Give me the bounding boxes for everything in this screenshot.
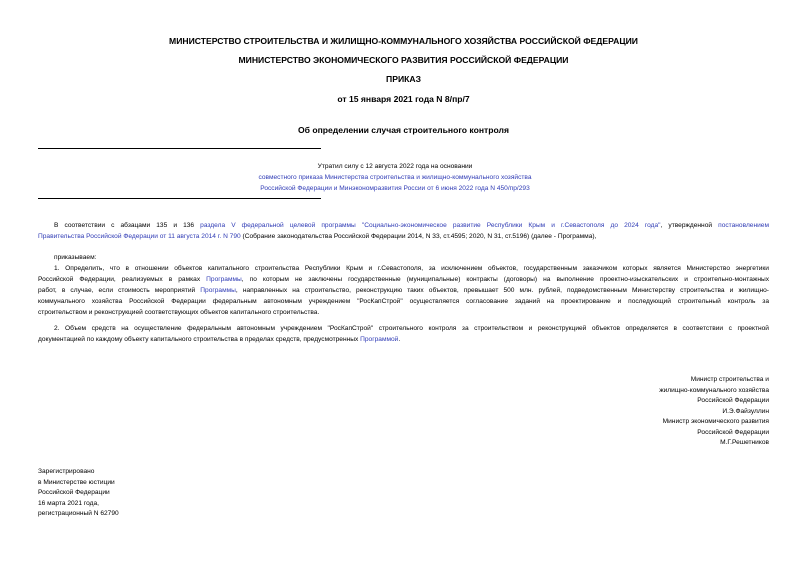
preamble-line-2: Правительства Российской Федерации от 11 августа 2014 г. N 790 (Собрание законодательства Российской Федерации 2014, N 33, ст.4595; 2020, N 31, ст.5196) (далее - Программа),: [38, 233, 597, 240]
signature-line: жилищно-коммунального хозяйства: [659, 386, 769, 394]
preamble-line-1: В соответствии с абзацами 135 и 136 раздела V федеральной целевой программы "Социально-экономическое развитие Республики Крым и г.Севастополя до 2024 года", утвержденной постановлением: [54, 222, 769, 229]
signature-line: Министр строительства и: [690, 376, 769, 383]
divider-top: [38, 148, 321, 149]
signature-line: Российской Федерации: [697, 397, 769, 404]
item1-line-5: строительством и реконструкцией соответствующих объектов капитального строительства.: [38, 309, 320, 316]
document-type: ПРИКАЗ: [386, 74, 421, 84]
registration-date: 16 марта 2021 года,: [38, 499, 99, 507]
registration-line: в Министерстве юстиции: [38, 478, 115, 486]
signatory-name: М.Г.Решетников: [720, 439, 769, 446]
order-item-1: [38, 263, 769, 318]
signatory-name: И.Э.Файзуллин: [722, 407, 769, 415]
preamble: [38, 220, 769, 242]
registration-line: Зарегистрировано: [38, 468, 95, 475]
item2-line-2: документацией по каждому объекту капитального строительства в пределах средств, предусмотренных Программой.: [38, 336, 401, 343]
signature-line: Российской Федерации: [697, 428, 769, 436]
ministry-economy-heading: МИНИСТЕРСТВО ЭКОНОМИЧЕСКОГО РАЗВИТИЯ РОССИЙСКОЙ ФЕДЕРАЦИИ: [238, 55, 569, 65]
ministry-construction-heading: МИНИСТЕРСТВО СТРОИТЕЛЬСТВА И ЖИЛИЩНО-КОММУНАЛЬНОГО ХОЗЯЙСТВА РОССИЙСКОЙ ФЕДЕРАЦИИ: [169, 36, 638, 46]
signature-block: [569, 375, 769, 449]
signature-line: Министр экономического развития: [662, 418, 769, 425]
item1-line-2: Российской Федерации, реализуемых в рамках Программы, по которым не заключены государственные (муниципальные) контракты (договоры) на выполнение проектно-изыскательских и строительно-монтажных: [38, 276, 769, 283]
status-line: Утратил силу с 12 августа 2022 года на основании: [317, 163, 473, 170]
repeal-order-link[interactable]: совместного приказа Министерства строительства и жилищно-коммунального хозяйства: [258, 174, 532, 181]
status-note: [210, 161, 580, 194]
program-link[interactable]: Программы: [206, 276, 242, 283]
decree-link-cont[interactable]: Правительства Российской Федерации от 11 августа 2014 г. N 790: [38, 233, 241, 240]
decree-link[interactable]: постановлением: [718, 222, 769, 229]
order-word: приказываем:: [54, 254, 97, 261]
item1-line-3: работ, в случае, если стоимость мероприятий Программы, направленных на строительство, реконструкцию таких объектов, превышает 500 млн. рублей, подведомственным Министерству строительства и жилищно-: [38, 287, 769, 294]
document-title: Об определении случая строительного контроля: [297, 125, 510, 135]
item2-line-1: 2. Объем средств на осуществление федеральным автономным учреждением "РосКапСтрой" строительного контроля за строительством и реконструкцией объектов определяется в соответствии с проектной: [54, 325, 769, 332]
divider-bottom: [38, 198, 321, 199]
registration-number: регистрационный N 62790: [38, 510, 119, 517]
program-link[interactable]: Программой: [360, 336, 399, 343]
registration-line: Российской Федерации: [38, 489, 110, 496]
document-date-number: от 15 января 2021 года N 8/пр/7: [337, 94, 470, 104]
item1-line-1: 1. Определить, что в отношении объектов капитального строительства Республики Крым и г.Севастополя, за исключением объектов, государственным заказчиком которых является Министерство энергетики: [54, 265, 769, 272]
repeal-order-link-cont[interactable]: Российской Федерации и Минэкономразвития России от 6 июня 2022 года N 450/пр/293: [260, 185, 530, 192]
program-section-link[interactable]: раздела V федеральной целевой программы "Социально-экономическое развитие Республики Крым и г.Севастополя до 2024 года": [200, 222, 661, 229]
registration-note: [38, 467, 238, 520]
item1-line-4: коммунального хозяйства Российской Федерации федеральным автономным учреждением "РосКапСтрой" осуществляется согласование заданий на проектирование и последующий строительный контроль за: [38, 298, 769, 305]
program-link[interactable]: Программы: [200, 287, 236, 294]
order-item-2: [38, 323, 769, 345]
